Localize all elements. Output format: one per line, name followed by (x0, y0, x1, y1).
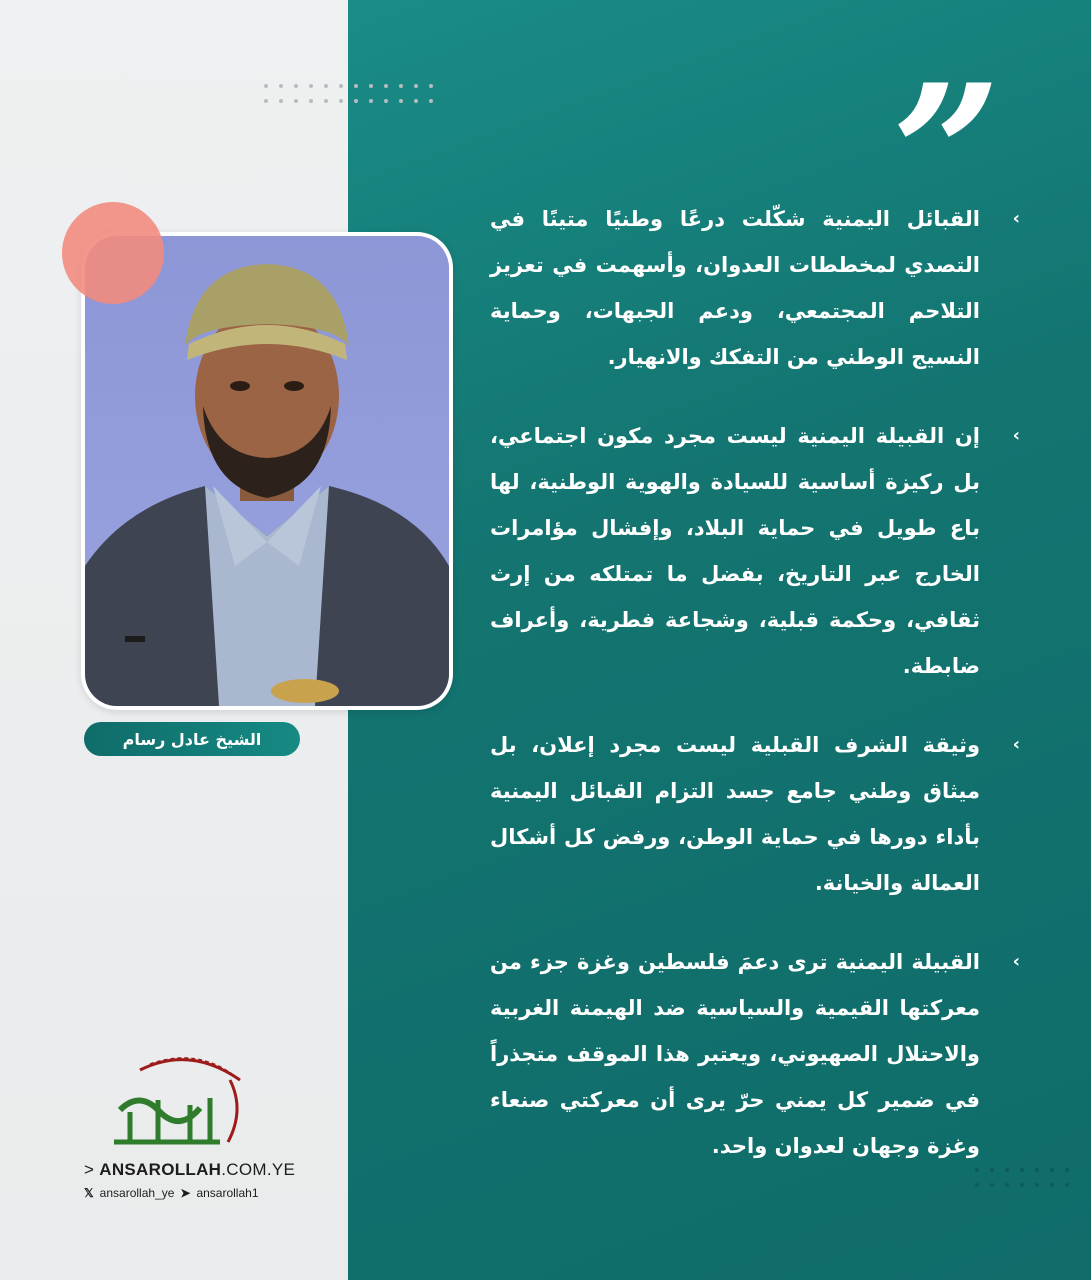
quote-point (490, 413, 1020, 689)
site-domain: .COM.YE (221, 1160, 296, 1179)
chevron-icon: › (1012, 208, 1020, 229)
portrait-frame (81, 232, 453, 710)
decorative-dots-top (264, 84, 433, 103)
quote-point-text: القبائل اليمنية شكّلت درعًا وطنيًا متينًا في التصدي لمخططات العدوان، وأسهمت في تعزيز التلاحم المجتمعي، ودعم الجبهات، وحماية النسيج الوطني من التفكك والانهيار. (490, 207, 980, 369)
quote-list (490, 196, 1020, 1202)
social-handles (84, 1186, 259, 1200)
site-prefix: > (84, 1160, 100, 1179)
quote-point-text: القبيلة اليمنية ترى دعمَ فلسطين وغزة جزء من معركتها القيمية والسياسية ضد الهيمنة الغربية والاحتلال الصهيوني، ويعتبر هذا الموقف متجذراً في ضمير كل يمني حرّ يرى أن معركتي صنعاء وغزة وجهان لعدوان واحد. (490, 950, 980, 1158)
x-handle[interactable]: ansarollah_ye (99, 1186, 175, 1200)
decorative-circle (62, 202, 164, 304)
site-name: ANSAROLLAH (99, 1160, 222, 1179)
site-url[interactable] (84, 1160, 295, 1180)
quote-point-text: وثيقة الشرف القبلية ليست مجرد إعلان، بل ميثاق وطني جامع جسد التزام القبائل اليمنية بأداء دورها في حماية الوطن، ورفض كل أشكال العمالة والخيانة. (490, 733, 980, 895)
chevron-icon: › (1012, 951, 1020, 972)
closing-quote-icon: ” (892, 43, 1002, 266)
chevron-icon: › (1012, 425, 1020, 446)
person-name-tag (84, 722, 300, 756)
telegram-icon: ➤ (180, 1186, 191, 1200)
quote-point (490, 722, 1020, 906)
person-name: الشيخ عادل رسام (122, 729, 262, 749)
chevron-icon: › (1012, 734, 1020, 755)
quote-point (490, 196, 1020, 380)
portrait-photo (85, 236, 449, 706)
x-logo-icon: 𝕏 (84, 1186, 94, 1200)
quote-point-text: إن القبيلة اليمنية ليست مجرد مكون اجتماعي، بل ركيزة أساسية للسيادة والهوية الوطنية، لها باع طويل في حماية البلاد، وإفشال مؤامرات الخارج عبر التاريخ، بفضل ما تمتلكه من إرث ثقافي، وحكمة قبلية، وشجاعة فطرية، وأعراف ضابطة. (490, 424, 980, 678)
quote-point (490, 939, 1020, 1169)
telegram-handle[interactable]: ansarollah1 (196, 1186, 259, 1200)
ansarollah-logo (100, 1050, 250, 1160)
